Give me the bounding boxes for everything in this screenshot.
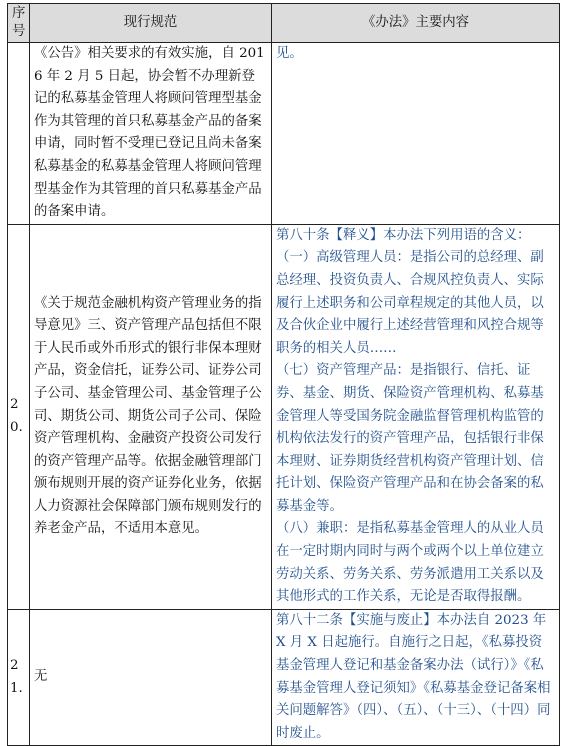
measure-paragraph: （七）资产管理产品：是指银行、信托、证券、基金、期货、保险资产管理机构、私募基金管理人等受国务院金融监督管理机构监管的机构依法发行的资产管理产品，包括银行非保本理财、证券期货经营机构资产管理计划、信托计划、保险资产管理产品和在协会备案的私募基金等。 xyxy=(276,363,544,514)
current-rule-text: 《关于规范金融机构资产管理业务的指导意见》三、资产管理产品包括但不限于人民币或外币形式的银行非保本理财产品，资金信托，证券公司、证券公司子公司、基金管理公司、基金管理子公司、期货公司、期货公司子公司、保险资产管理机构、金融资产投资公司发行的资产管理产品等。依据金融管理部门颁布规则开展的资产证券化业务，依据人力资源社会保障部门颁布规则发行的养老金产品，不适用本意见。 xyxy=(30,224,272,609)
current-rule-text: 无 xyxy=(30,609,272,746)
table-row xyxy=(8,43,560,225)
measure-text xyxy=(272,43,560,225)
measure-paragraph: 见。 xyxy=(276,46,303,61)
header-seq: 序号 xyxy=(8,4,30,43)
measure-text xyxy=(272,224,560,609)
table-header-row xyxy=(8,4,560,43)
comparison-table xyxy=(7,3,560,746)
row-number: 21. xyxy=(8,609,30,746)
header-current-rules: 现行规范 xyxy=(30,4,272,43)
current-rule-text: 《公告》相关要求的有效实施，自 2016 年 2 月 5 日起，协会暂不办理新登记的私募基金管理人将顾问管理型基金作为其管理的首只私募基金产品的备案申请，同时暂不受理已登记且尚未备案私募基金的私募基金管理人将顾问管理型基金作为其管理的首只私募基金产品的备案申请。 xyxy=(30,43,272,225)
table-row xyxy=(8,224,560,609)
measure-text xyxy=(272,609,560,746)
header-measures-content: 《办法》主要内容 xyxy=(272,4,560,43)
row-number: 20. xyxy=(8,224,30,609)
table-row xyxy=(8,609,560,746)
measure-paragraph: （一）高级管理人员：是指公司的总经理、副总经理、投资负责人、合规风控负责人、实际履行上述职务和公司章程规定的其他人员，以及合伙企业中履行上述经营管理和风控合规等职务的相关人员…… xyxy=(276,250,544,356)
measure-paragraph: 第八十二条【实施与废止】本办法自 2023 年 X 月 X 日起施行。自施行之日起，《私募投资基金管理人登记和基金备案办法（试行）》《私募基金管理人登记须知》《私募基金登记备案相关问题解答》（四）、（五）、（十三）、（十四）同时废止。 xyxy=(276,612,551,741)
measure-paragraph: 第八十条【释义】本办法下列用语的含义： xyxy=(276,227,531,243)
measure-paragraph: （八）兼职：是指私募基金管理人的从业人员在一定时期内同时与两个或两个以上单位建立劳动关系、劳务关系、劳务派遣用工关系以及其他形式的工作关系，无论是否取得报酬。 xyxy=(276,521,544,605)
row-number xyxy=(8,43,30,225)
